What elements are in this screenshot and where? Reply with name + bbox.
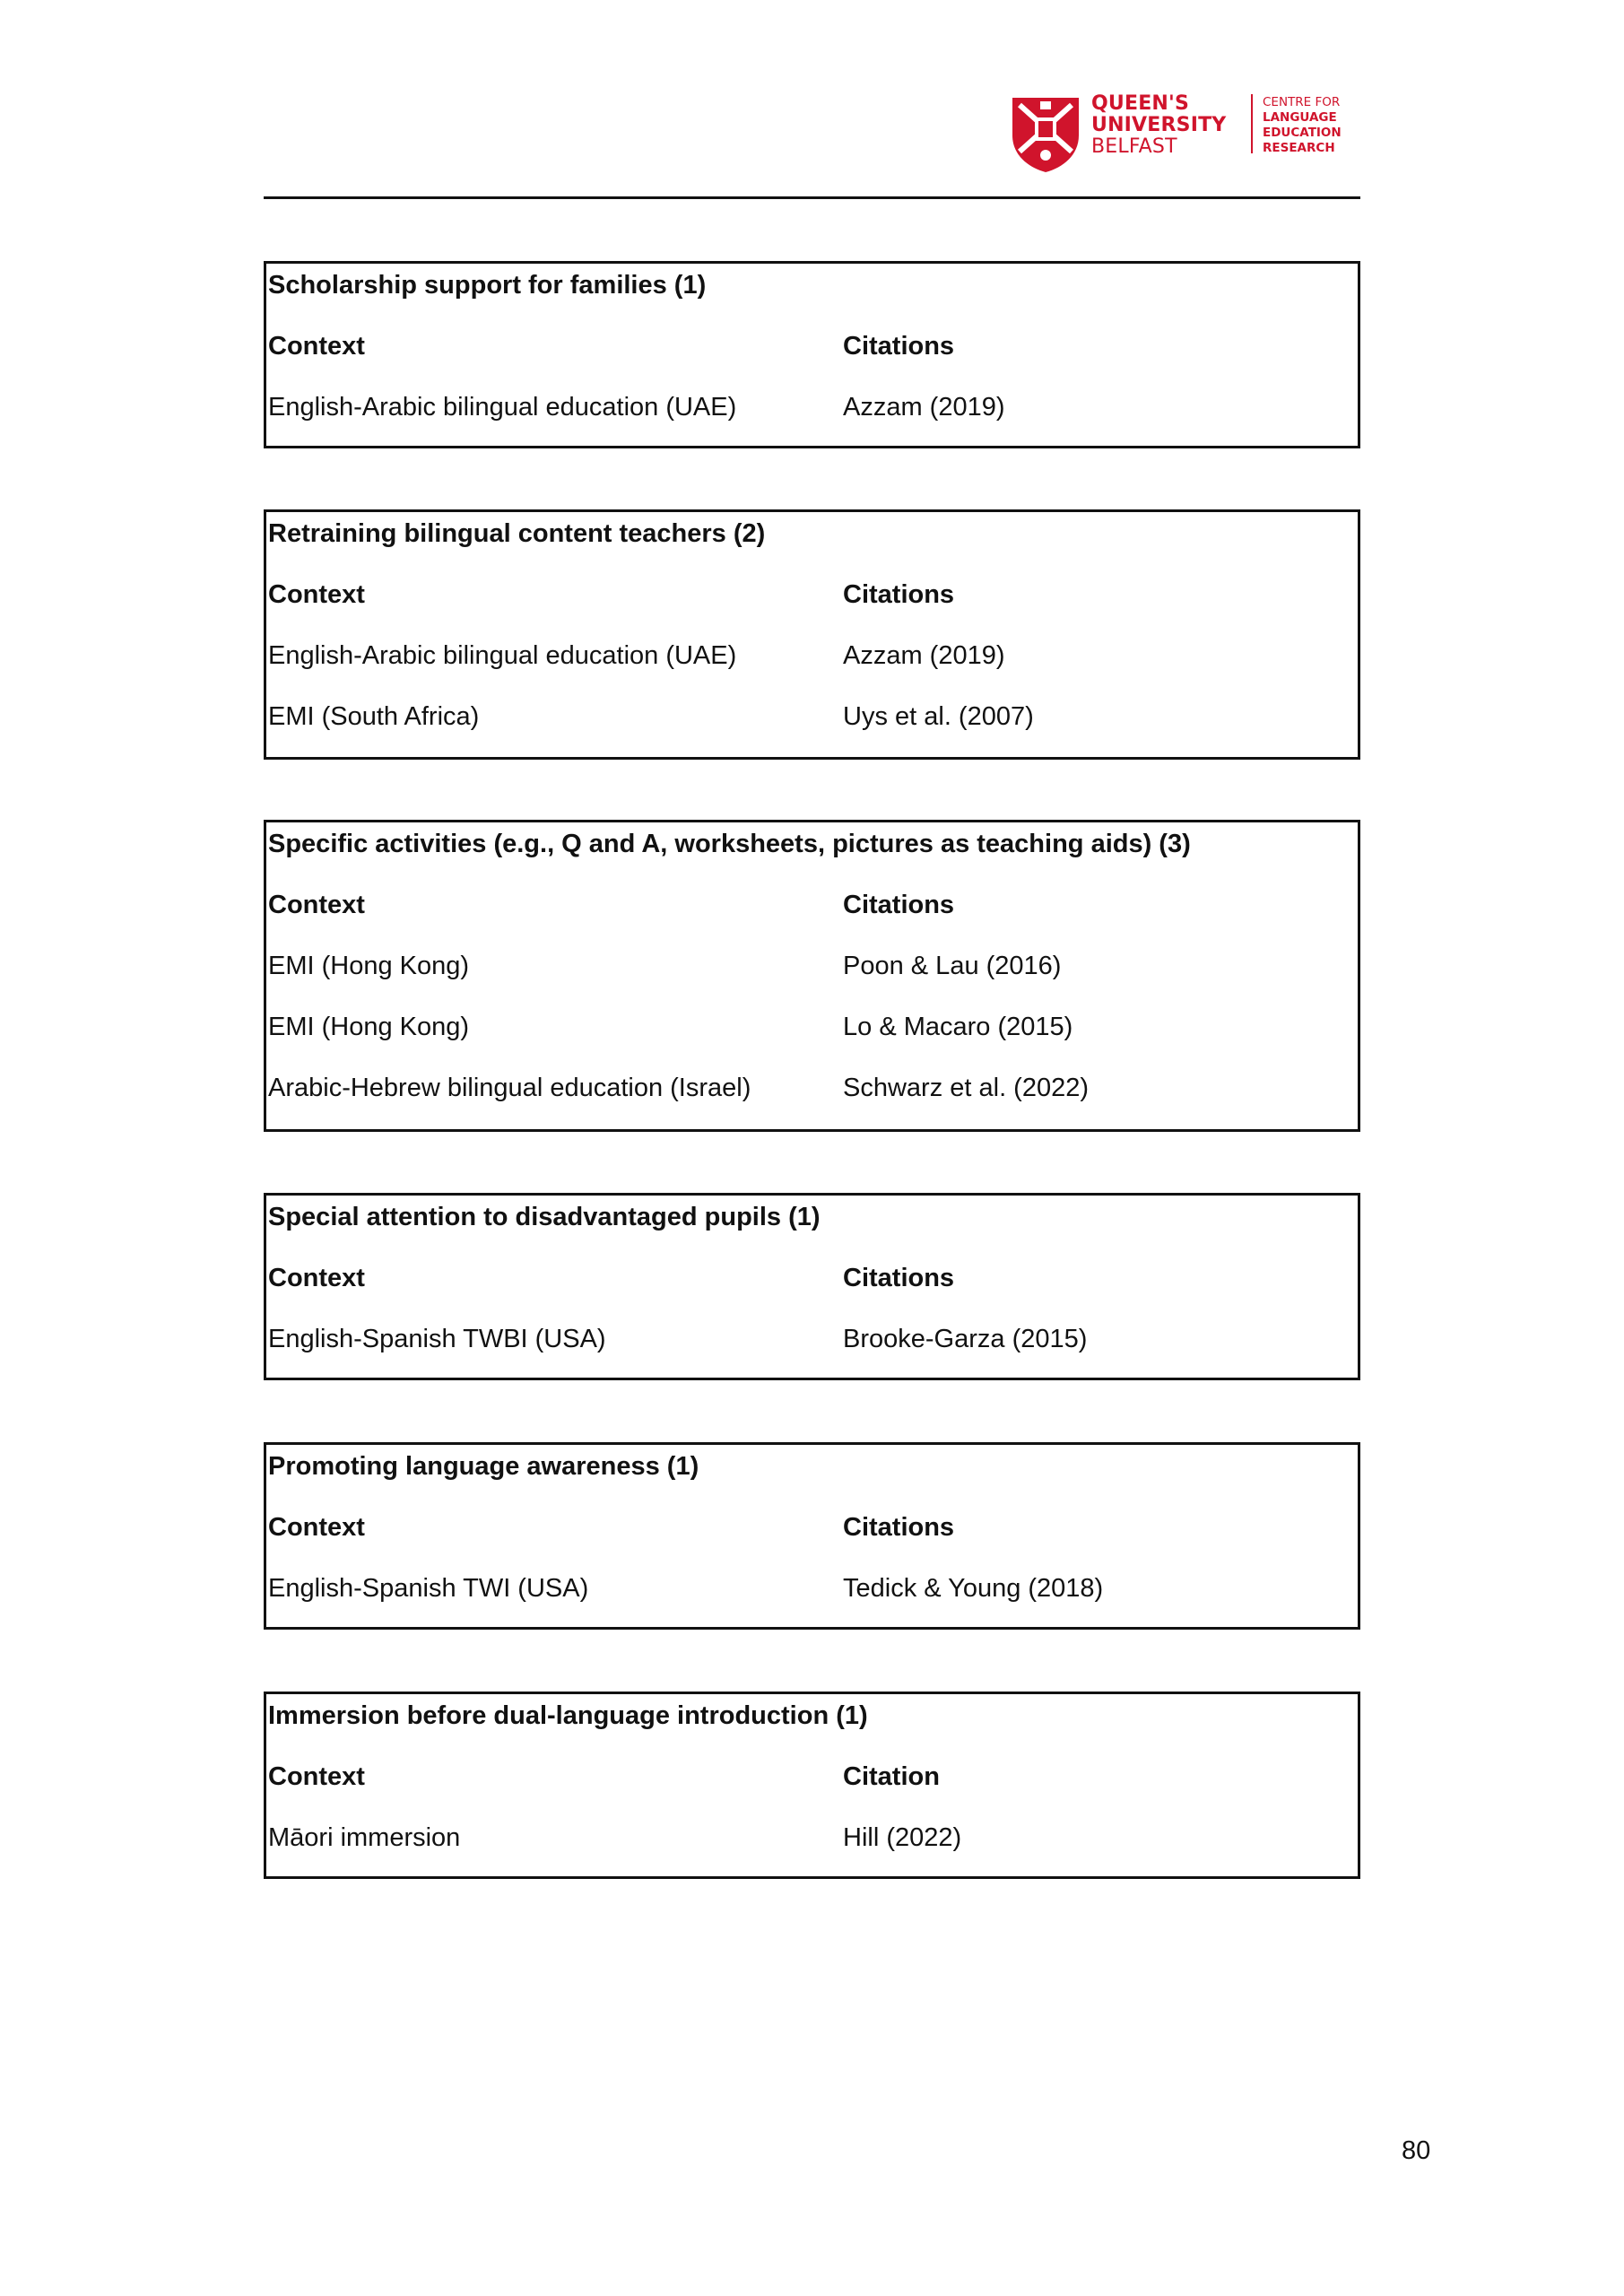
- citation-cell: Azzam (2019): [843, 641, 1005, 670]
- table-header-row: [268, 577, 1358, 613]
- citations-header: Citations: [843, 1264, 955, 1292]
- logo-divider: [1251, 94, 1253, 153]
- university-logo: [1011, 91, 1369, 180]
- table-title: Scholarship support for families (1): [268, 271, 707, 300]
- context-header: Context: [268, 1264, 365, 1292]
- citation-cell: Lo & Macaro (2015): [843, 1013, 1073, 1041]
- table-title: Special attention to disadvantaged pupils (1): [268, 1203, 821, 1231]
- table-row: [268, 1321, 1358, 1357]
- context-header: Context: [268, 332, 365, 361]
- table-row: [268, 1009, 1358, 1045]
- citations-header: Citations: [843, 891, 955, 919]
- table-disadvantaged-pupils: [264, 1193, 1360, 1380]
- table-header-row: [268, 1759, 1358, 1795]
- context-cell: English-Spanish TWBI (USA): [268, 1325, 606, 1353]
- context-header: Context: [268, 1762, 365, 1791]
- table-title: Specific activities (e.g., Q and A, worksheets, pictures as teaching aids) (3): [268, 830, 1191, 858]
- table-title: Promoting language awareness (1): [268, 1452, 699, 1481]
- context-cell: English-Arabic bilingual education (UAE): [268, 393, 737, 422]
- citation-cell: Brooke-Garza (2015): [843, 1325, 1088, 1353]
- citation-cell: Poon & Lau (2016): [843, 952, 1062, 980]
- table-specific-activities: [264, 820, 1360, 1132]
- table-row: [268, 699, 1358, 735]
- context-header: Context: [268, 891, 365, 919]
- context-cell: EMI (South Africa): [268, 702, 480, 731]
- context-cell: Arabic-Hebrew bilingual education (Israel): [268, 1074, 751, 1102]
- table-title: Retraining bilingual content teachers (2): [268, 519, 766, 548]
- table-row: [268, 389, 1358, 425]
- page-number: 80: [1402, 2136, 1431, 2165]
- context-header: Context: [268, 580, 365, 609]
- table-language-awareness: [264, 1442, 1360, 1630]
- table-retraining-teachers: [264, 509, 1360, 760]
- citation-cell: Hill (2022): [843, 1823, 962, 1852]
- citation-cell: Uys et al. (2007): [843, 702, 1034, 731]
- crest-icon: [1011, 96, 1081, 173]
- citations-header: Citations: [843, 332, 955, 361]
- context-cell: Māori immersion: [268, 1823, 461, 1852]
- context-cell: EMI (Hong Kong): [268, 952, 470, 980]
- table-row: [268, 638, 1358, 674]
- table-row: [268, 948, 1358, 984]
- citations-header: Citations: [843, 580, 955, 609]
- table-row: [268, 1570, 1358, 1606]
- citation-cell: Azzam (2019): [843, 393, 1005, 422]
- table-header-row: [268, 1260, 1358, 1296]
- table-scholarship-support: [264, 261, 1360, 448]
- context-cell: English-Arabic bilingual education (UAE): [268, 641, 737, 670]
- centre-name: CENTRE FOR LANGUAGE EDUCATION RESEARCH: [1263, 95, 1342, 155]
- table-header-row: [268, 328, 1358, 364]
- table-header-row: [268, 887, 1358, 923]
- citation-cell: Schwarz et al. (2022): [843, 1074, 1090, 1102]
- context-header: Context: [268, 1513, 365, 1542]
- page-header: [0, 0, 1624, 202]
- university-name: QUEEN'S UNIVERSITY BELFAST: [1091, 92, 1227, 158]
- context-cell: English-Spanish TWI (USA): [268, 1574, 589, 1603]
- table-row: [268, 1070, 1358, 1106]
- context-cell: EMI (Hong Kong): [268, 1013, 470, 1041]
- table-row: [268, 1820, 1358, 1856]
- citation-cell: Tedick & Young (2018): [843, 1574, 1104, 1603]
- table-header-row: [268, 1509, 1358, 1545]
- header-rule: [264, 196, 1360, 199]
- table-title: Immersion before dual-language introduction (1): [268, 1701, 868, 1730]
- citations-header: Citation: [843, 1762, 940, 1791]
- citations-header: Citations: [843, 1513, 955, 1542]
- table-immersion: [264, 1692, 1360, 1879]
